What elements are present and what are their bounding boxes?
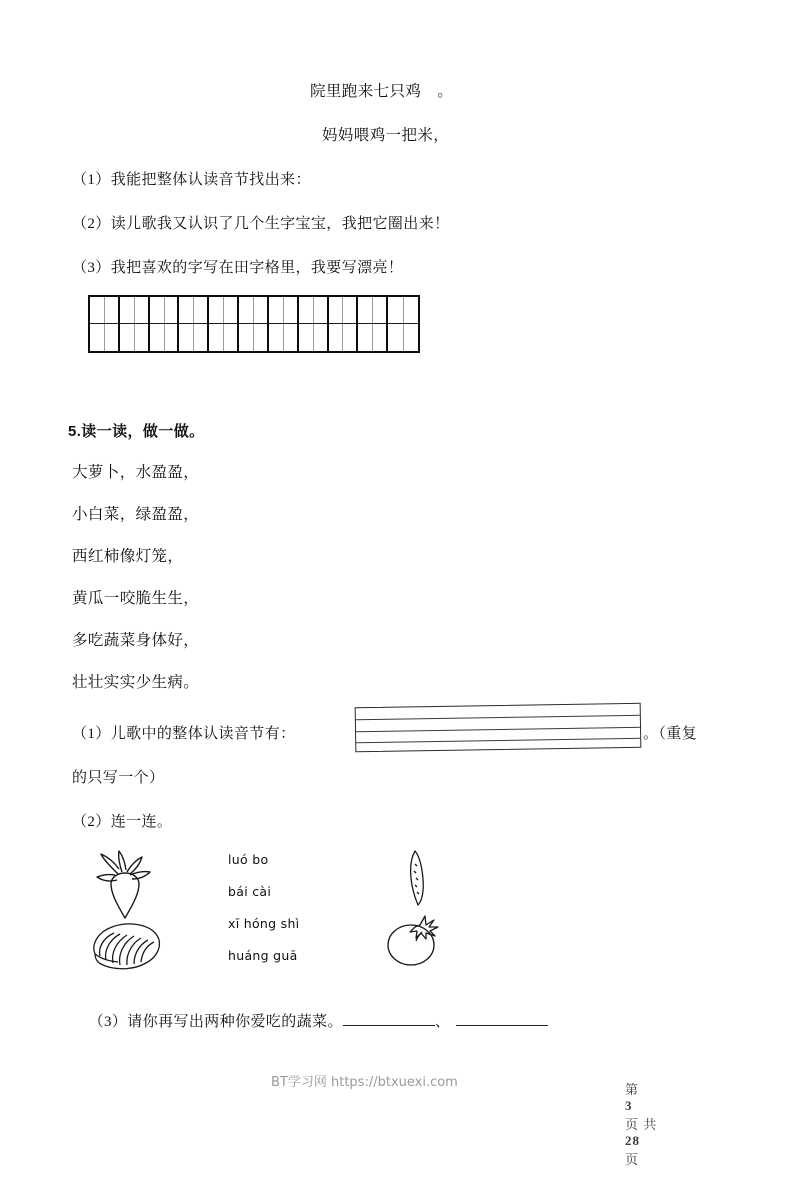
page-suffix: 页 xyxy=(625,1152,640,1167)
cabbage-illustration[interactable] xyxy=(86,918,166,981)
pinyin-baicai[interactable]: bái cài xyxy=(228,884,272,899)
section5-question-3-prefix: （3）请你再写出两种你爱吃的蔬菜。 xyxy=(88,1014,343,1030)
cucumber-illustration[interactable] xyxy=(402,848,432,915)
question-1-top: （1）我能把整体认读音节找出来： xyxy=(72,172,311,188)
page-mid: 页 共 xyxy=(625,1117,658,1132)
verse-line-1: 院里跑来七只鸡 。 xyxy=(310,83,454,100)
section5-question-3 xyxy=(72,993,548,1049)
page-prefix: 第 xyxy=(625,1082,640,1097)
section5-question-1-continuation: 的只写一个） xyxy=(72,770,165,786)
radish-illustration[interactable] xyxy=(88,848,162,925)
section5-question-1-prefix: （1）儿歌中的整体认读音节有： xyxy=(72,726,296,742)
answer-blank-2[interactable] xyxy=(456,1011,548,1026)
footer-watermark: BT学习网 https://btxuexi.com xyxy=(271,1075,458,1090)
section5-verse-6: 壮壮实实少生病。 xyxy=(72,674,200,691)
pinyin-huanggua[interactable]: huáng guā xyxy=(228,948,298,963)
pinyin-luobo[interactable]: luó bo xyxy=(228,852,269,867)
section5-question-2: （2）连一连。 xyxy=(72,814,173,830)
tomato-illustration[interactable] xyxy=(382,912,444,975)
page-total: 28 xyxy=(625,1133,640,1148)
answer-blank-1[interactable] xyxy=(343,1011,435,1026)
footer-page-number xyxy=(608,1063,657,1184)
section5-verse-3: 西红柿像灯笼， xyxy=(72,548,184,565)
section5-verse-5: 多吃蔬菜身体好， xyxy=(72,632,200,649)
section5-question-1-suffix: 。（重复 xyxy=(643,726,698,742)
question-2-top: （2）读儿歌我又认识了几个生字宝宝，我把它圈出来！ xyxy=(72,216,450,232)
section5-verse-4: 黄瓜一咬脆生生， xyxy=(72,590,200,607)
page-current: 3 xyxy=(625,1098,633,1113)
pinyin-xihongshi[interactable]: xī hóng shì xyxy=(228,916,300,931)
section-5-heading: 5.读一读，做一做。 xyxy=(68,423,205,440)
verse-line-2: 妈妈喂鸡一把米， xyxy=(322,127,450,144)
section5-verse-1: 大萝卜，水盈盈， xyxy=(72,464,200,481)
question-3-top: （3）我把喜欢的字写在田字格里，我要写漂亮！ xyxy=(72,260,404,276)
section5-verse-2: 小白菜，绿盈盈， xyxy=(72,506,200,523)
section5-question-3-separator: 、 xyxy=(434,1014,451,1030)
